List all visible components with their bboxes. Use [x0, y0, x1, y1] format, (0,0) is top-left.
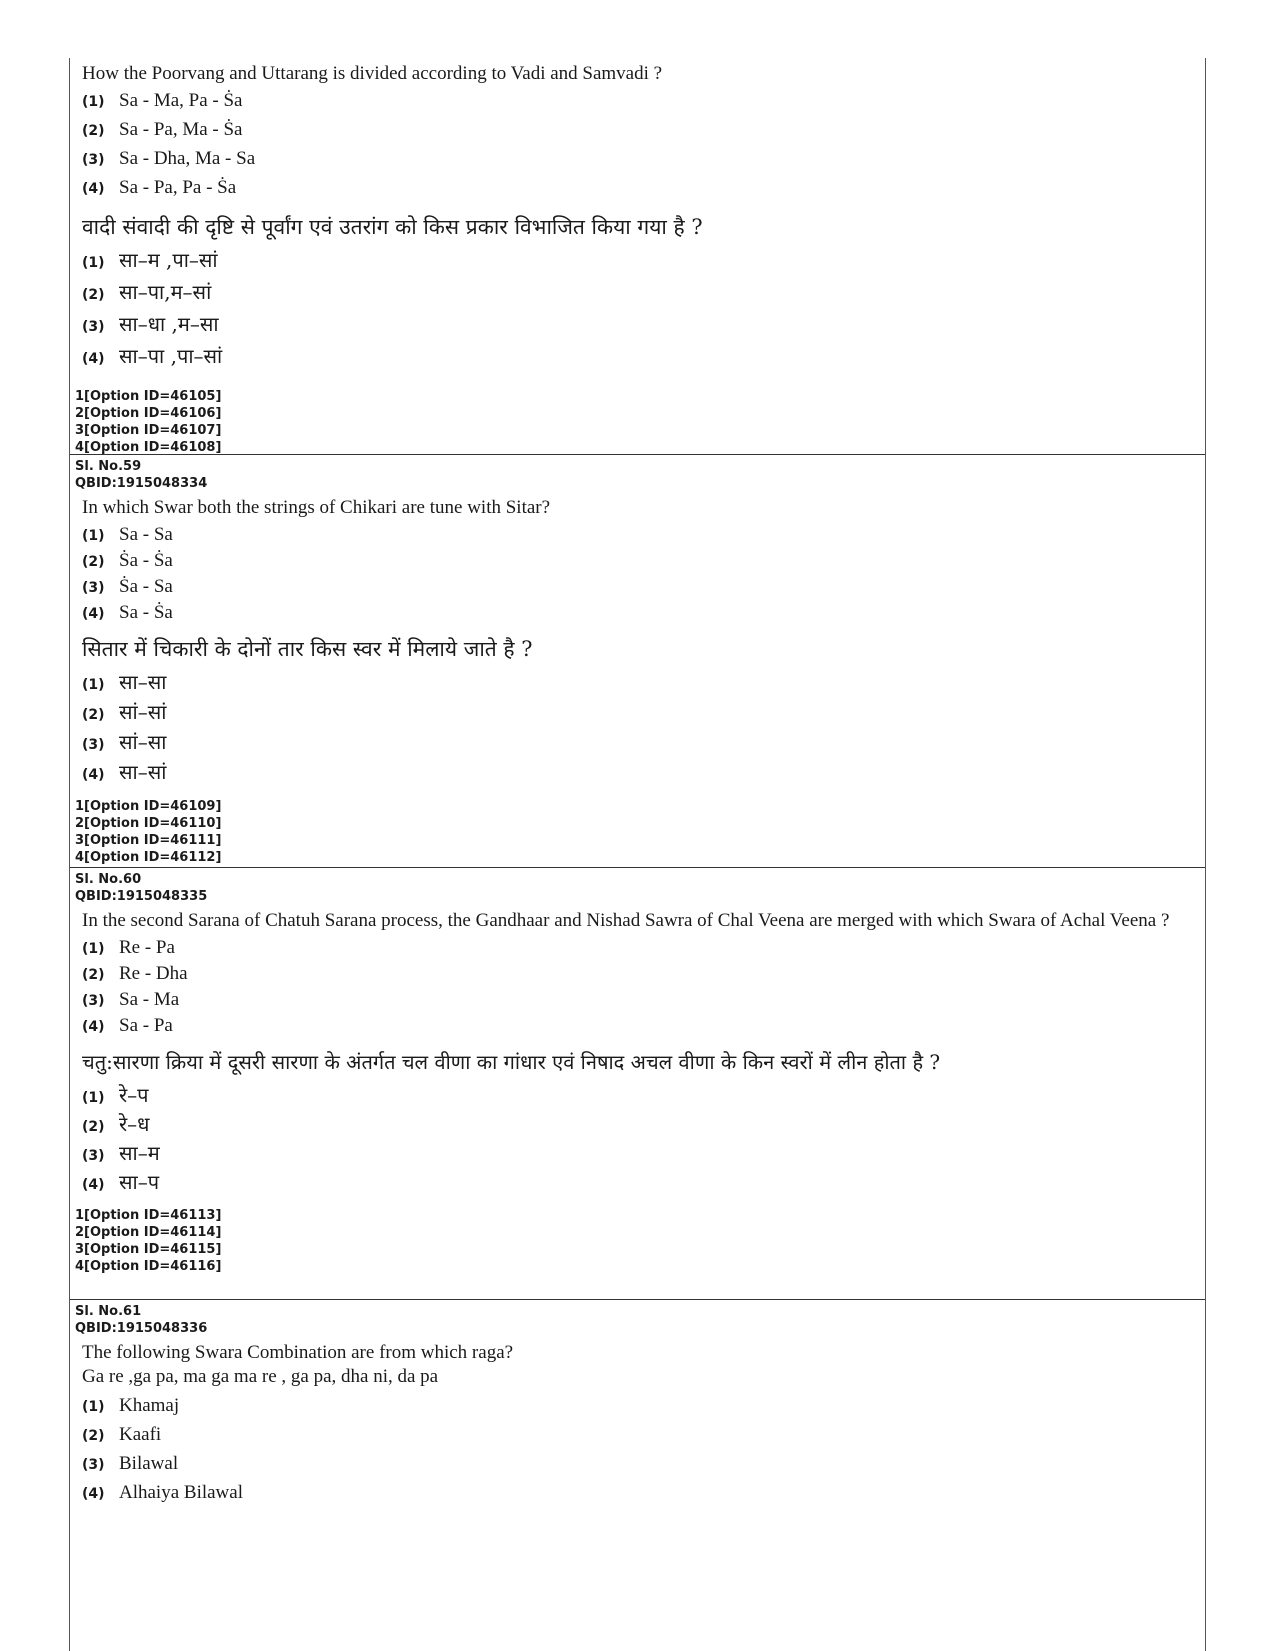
- hindi-option: [82, 728, 1205, 758]
- hindi-option: [82, 310, 1205, 342]
- option-id: 2[Option ID=46106]: [75, 406, 222, 421]
- question-text-hindi: सितार में चिकारी के दोनों तार किस स्वर में मिलाये जाते है ?: [82, 637, 533, 661]
- option-text: Sa - Ma, Pa - Ṡa: [119, 90, 243, 111]
- qbid: QBID:1915048336: [75, 1321, 208, 1336]
- english-option: [82, 963, 1205, 989]
- option-text: सा–पा ,पा–सां: [119, 344, 223, 368]
- option-number: (2): [82, 1428, 105, 1444]
- english-option: [82, 1015, 1205, 1041]
- option-number: (2): [82, 554, 105, 570]
- english-option: [82, 119, 1205, 148]
- option-text: Re - Pa: [119, 937, 175, 958]
- option-text: सा–सां: [119, 760, 167, 784]
- option-text: Sa - Pa, Ma - Ṡa: [119, 119, 243, 140]
- option-text: Re - Dha: [119, 963, 188, 984]
- option-number: (2): [82, 967, 105, 983]
- hindi-option: [82, 1139, 1205, 1168]
- option-text: Ṡa - Ṡa: [119, 550, 173, 571]
- option-text: रे–प: [119, 1083, 149, 1107]
- option-number: (1): [82, 941, 105, 957]
- english-option: [82, 1395, 1205, 1424]
- hindi-option: [82, 1168, 1205, 1197]
- option-text: सा–पा,म–सां: [119, 280, 212, 304]
- option-text: सां–सा: [119, 730, 167, 754]
- option-id: 3[Option ID=46111]: [75, 833, 222, 848]
- serial-number: Sl. No.60: [75, 872, 142, 887]
- option-id: 4[Option ID=46116]: [75, 1259, 222, 1274]
- hindi-option: [82, 278, 1205, 310]
- option-number: (1): [82, 1399, 105, 1415]
- english-option: [82, 937, 1205, 963]
- question-text-english: In the second Sarana of Chatuh Sarana process, the Gandhaar and Nishad Sawra of Chal Veena are merged with which Swara of Achal Veena ?: [82, 910, 1170, 931]
- hindi-option: [82, 1081, 1205, 1110]
- option-number: (2): [82, 287, 105, 303]
- option-number: (4): [82, 767, 105, 783]
- option-text: सा–प: [119, 1170, 160, 1194]
- option-number: (1): [82, 677, 105, 693]
- option-text: Sa - Ṡa: [119, 602, 173, 623]
- option-number: (2): [82, 123, 105, 139]
- option-text: Khamaj: [119, 1395, 180, 1416]
- question-block-61: [70, 1300, 1205, 1651]
- hindi-option: [82, 698, 1205, 728]
- option-text: Sa - Ma: [119, 989, 180, 1010]
- english-option: [82, 576, 1205, 602]
- option-text: Bilawal: [119, 1453, 179, 1474]
- option-id: 3[Option ID=46115]: [75, 1242, 222, 1257]
- option-number: (3): [82, 580, 105, 596]
- option-number: (1): [82, 528, 105, 544]
- option-text: Sa - Pa, Pa - Ṡa: [119, 177, 237, 198]
- option-text: Alhaiya Bilawal: [119, 1482, 243, 1503]
- question-text-english: In which Swar both the strings of Chikari are tune with Sitar?: [82, 497, 551, 518]
- english-option: [82, 1482, 1205, 1511]
- option-number: (3): [82, 993, 105, 1009]
- option-number: (4): [82, 606, 105, 622]
- option-id: 4[Option ID=46112]: [75, 850, 222, 865]
- option-id: 3[Option ID=46107]: [75, 423, 222, 438]
- serial-number: Sl. No.61: [75, 1304, 142, 1319]
- option-id: 1[Option ID=46109]: [75, 799, 222, 814]
- english-option: [82, 177, 1205, 206]
- question-text-hindi: चतु:सारणा क्रिया में दूसरी सारणा के अंतर्गत चल वीणा का गांधार एवं निषाद अचल वीणा के किन स्वरों में लीन होता है ?: [82, 1050, 941, 1074]
- option-text: सा–म ,पा–सां: [119, 248, 218, 272]
- option-text: सां–सां: [119, 700, 167, 724]
- option-id-list: [70, 388, 1205, 456]
- hindi-option: [82, 342, 1205, 374]
- option-number: (3): [82, 152, 105, 168]
- option-number: (4): [82, 181, 105, 197]
- question-paper-page: [69, 58, 1206, 1651]
- option-number: (4): [82, 1486, 105, 1502]
- option-number: (4): [82, 1177, 105, 1193]
- hindi-option: [82, 1110, 1205, 1139]
- english-option: [82, 524, 1205, 550]
- question-block-58: [70, 58, 1205, 455]
- english-option: [82, 90, 1205, 119]
- english-option: [82, 989, 1205, 1015]
- question-block-59: [70, 455, 1205, 868]
- option-text: रे–ध: [119, 1112, 150, 1136]
- option-number: (2): [82, 1119, 105, 1135]
- english-option: [82, 550, 1205, 576]
- option-number: (4): [82, 1019, 105, 1035]
- english-option: [82, 602, 1205, 628]
- english-option: [82, 148, 1205, 177]
- option-number: (3): [82, 319, 105, 335]
- option-number: (3): [82, 737, 105, 753]
- option-text: Ṡa - Sa: [119, 576, 173, 597]
- option-text: Sa - Dha, Ma - Sa: [119, 148, 256, 169]
- hindi-option: [82, 246, 1205, 278]
- option-id: 1[Option ID=46113]: [75, 1208, 222, 1223]
- question-text-english: The following Swara Combination are from which raga?: [82, 1342, 514, 1363]
- option-id: 2[Option ID=46110]: [75, 816, 222, 831]
- option-id: 4[Option ID=46108]: [75, 440, 222, 455]
- option-number: (2): [82, 707, 105, 723]
- option-id-list: [70, 798, 1205, 866]
- option-id: 1[Option ID=46105]: [75, 389, 222, 404]
- option-text: Kaafi: [119, 1424, 162, 1445]
- option-id: 2[Option ID=46114]: [75, 1225, 222, 1240]
- serial-number: Sl. No.59: [75, 459, 142, 474]
- option-number: (1): [82, 94, 105, 110]
- swara-combination-line: Ga re ,ga pa, ma ga ma re , ga pa, dha ni, da pa: [82, 1366, 439, 1387]
- english-option: [82, 1453, 1205, 1482]
- english-option: [82, 1424, 1205, 1453]
- question-block-60: [70, 868, 1205, 1300]
- option-number: (1): [82, 255, 105, 271]
- option-text: सा–सा: [119, 670, 167, 694]
- option-text: Sa - Sa: [119, 524, 173, 545]
- option-number: (1): [82, 1090, 105, 1106]
- option-text: सा–म: [119, 1141, 160, 1165]
- question-text-hindi: वादी संवादी की दृष्टि से पूर्वांग एवं उतरांग को किस प्रकार विभाजित किया गया है ?: [82, 215, 703, 239]
- option-text: Sa - Pa: [119, 1015, 173, 1036]
- option-text: सा–धा ,म–सा: [119, 312, 219, 336]
- hindi-option: [82, 758, 1205, 788]
- qbid: QBID:1915048334: [75, 476, 208, 491]
- qbid: QBID:1915048335: [75, 889, 208, 904]
- option-number: (3): [82, 1457, 105, 1473]
- question-text-english: How the Poorvang and Uttarang is divided according to Vadi and Samvadi ?: [82, 63, 663, 84]
- option-id-list: [70, 1207, 1205, 1275]
- hindi-option: [82, 668, 1205, 698]
- option-number: (4): [82, 351, 105, 367]
- option-number: (3): [82, 1148, 105, 1164]
